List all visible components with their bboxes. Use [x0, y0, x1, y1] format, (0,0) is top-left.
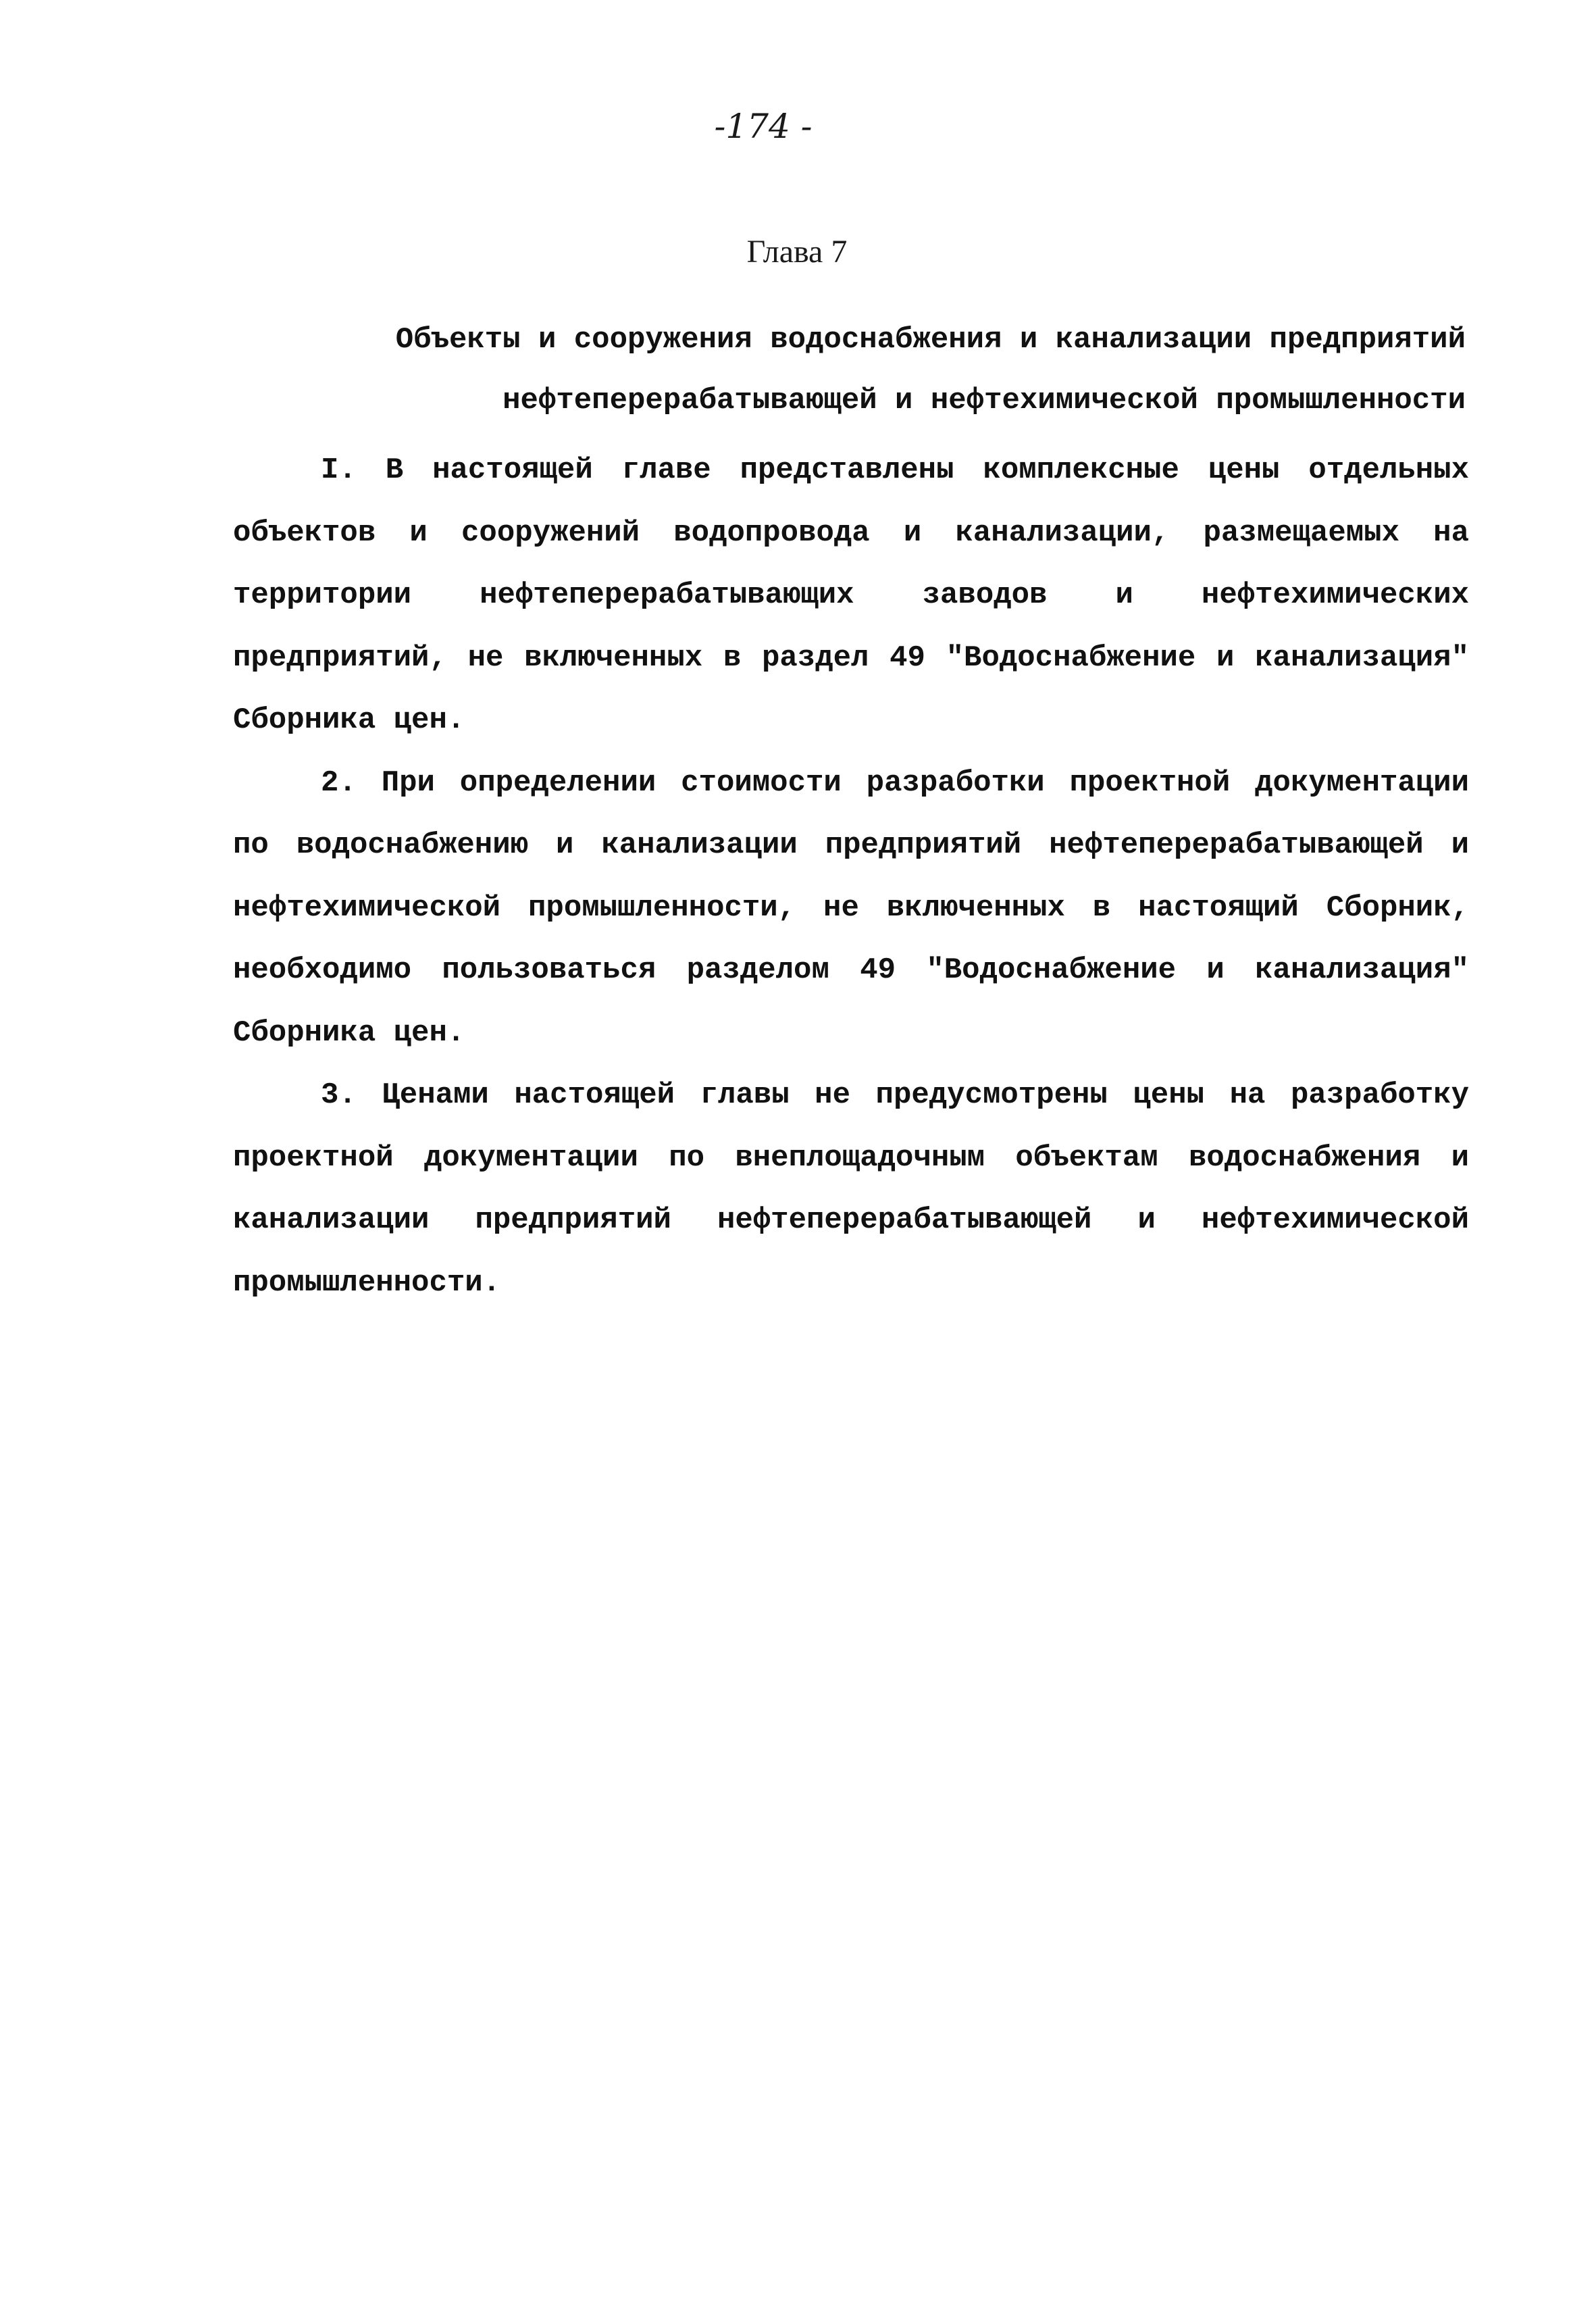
paragraph-1: I. В настоящей главе представлены комплексные цены отдельных объектов и сооружений водопровода и канализации, размещаемых на территории нефтеперерабатывающих заводов и нефтехимических предприятий, не включенных в раздел 49 "Водоснабжение и канализация" Сборника цен.: [233, 453, 1469, 737]
paragraph-3: 3. Ценами настоящей главы не предусмотрены цены на разработку проектной документации по внеплощадочным объектам водоснабжения и канализации предприятий нефтеперерабатывающей и нефтехимической промышленности.: [233, 1078, 1469, 1300]
chapter-title-line-1: Объекты и сооружения водоснабжения и канализации предприятий: [395, 323, 1466, 357]
chapter-label: Глава 7: [746, 234, 848, 270]
chapter-title-line-2: нефтеперерабатывающей и нефтехимической промышленности: [503, 384, 1466, 418]
paragraph-2: 2. При определении стоимости разработки проектной документации по водоснабжению и канализации предприятий нефтеперерабатывающей и нефтехимической промышленности, не включенных в настоящий Сборник, необходимо пользоваться разделом 49 "Водоснабжение и канализация" Сборника цен.: [233, 765, 1469, 1050]
chapter-title: [324, 309, 1472, 431]
page-number: -174 -: [714, 107, 813, 146]
document-body: [233, 439, 1469, 1314]
